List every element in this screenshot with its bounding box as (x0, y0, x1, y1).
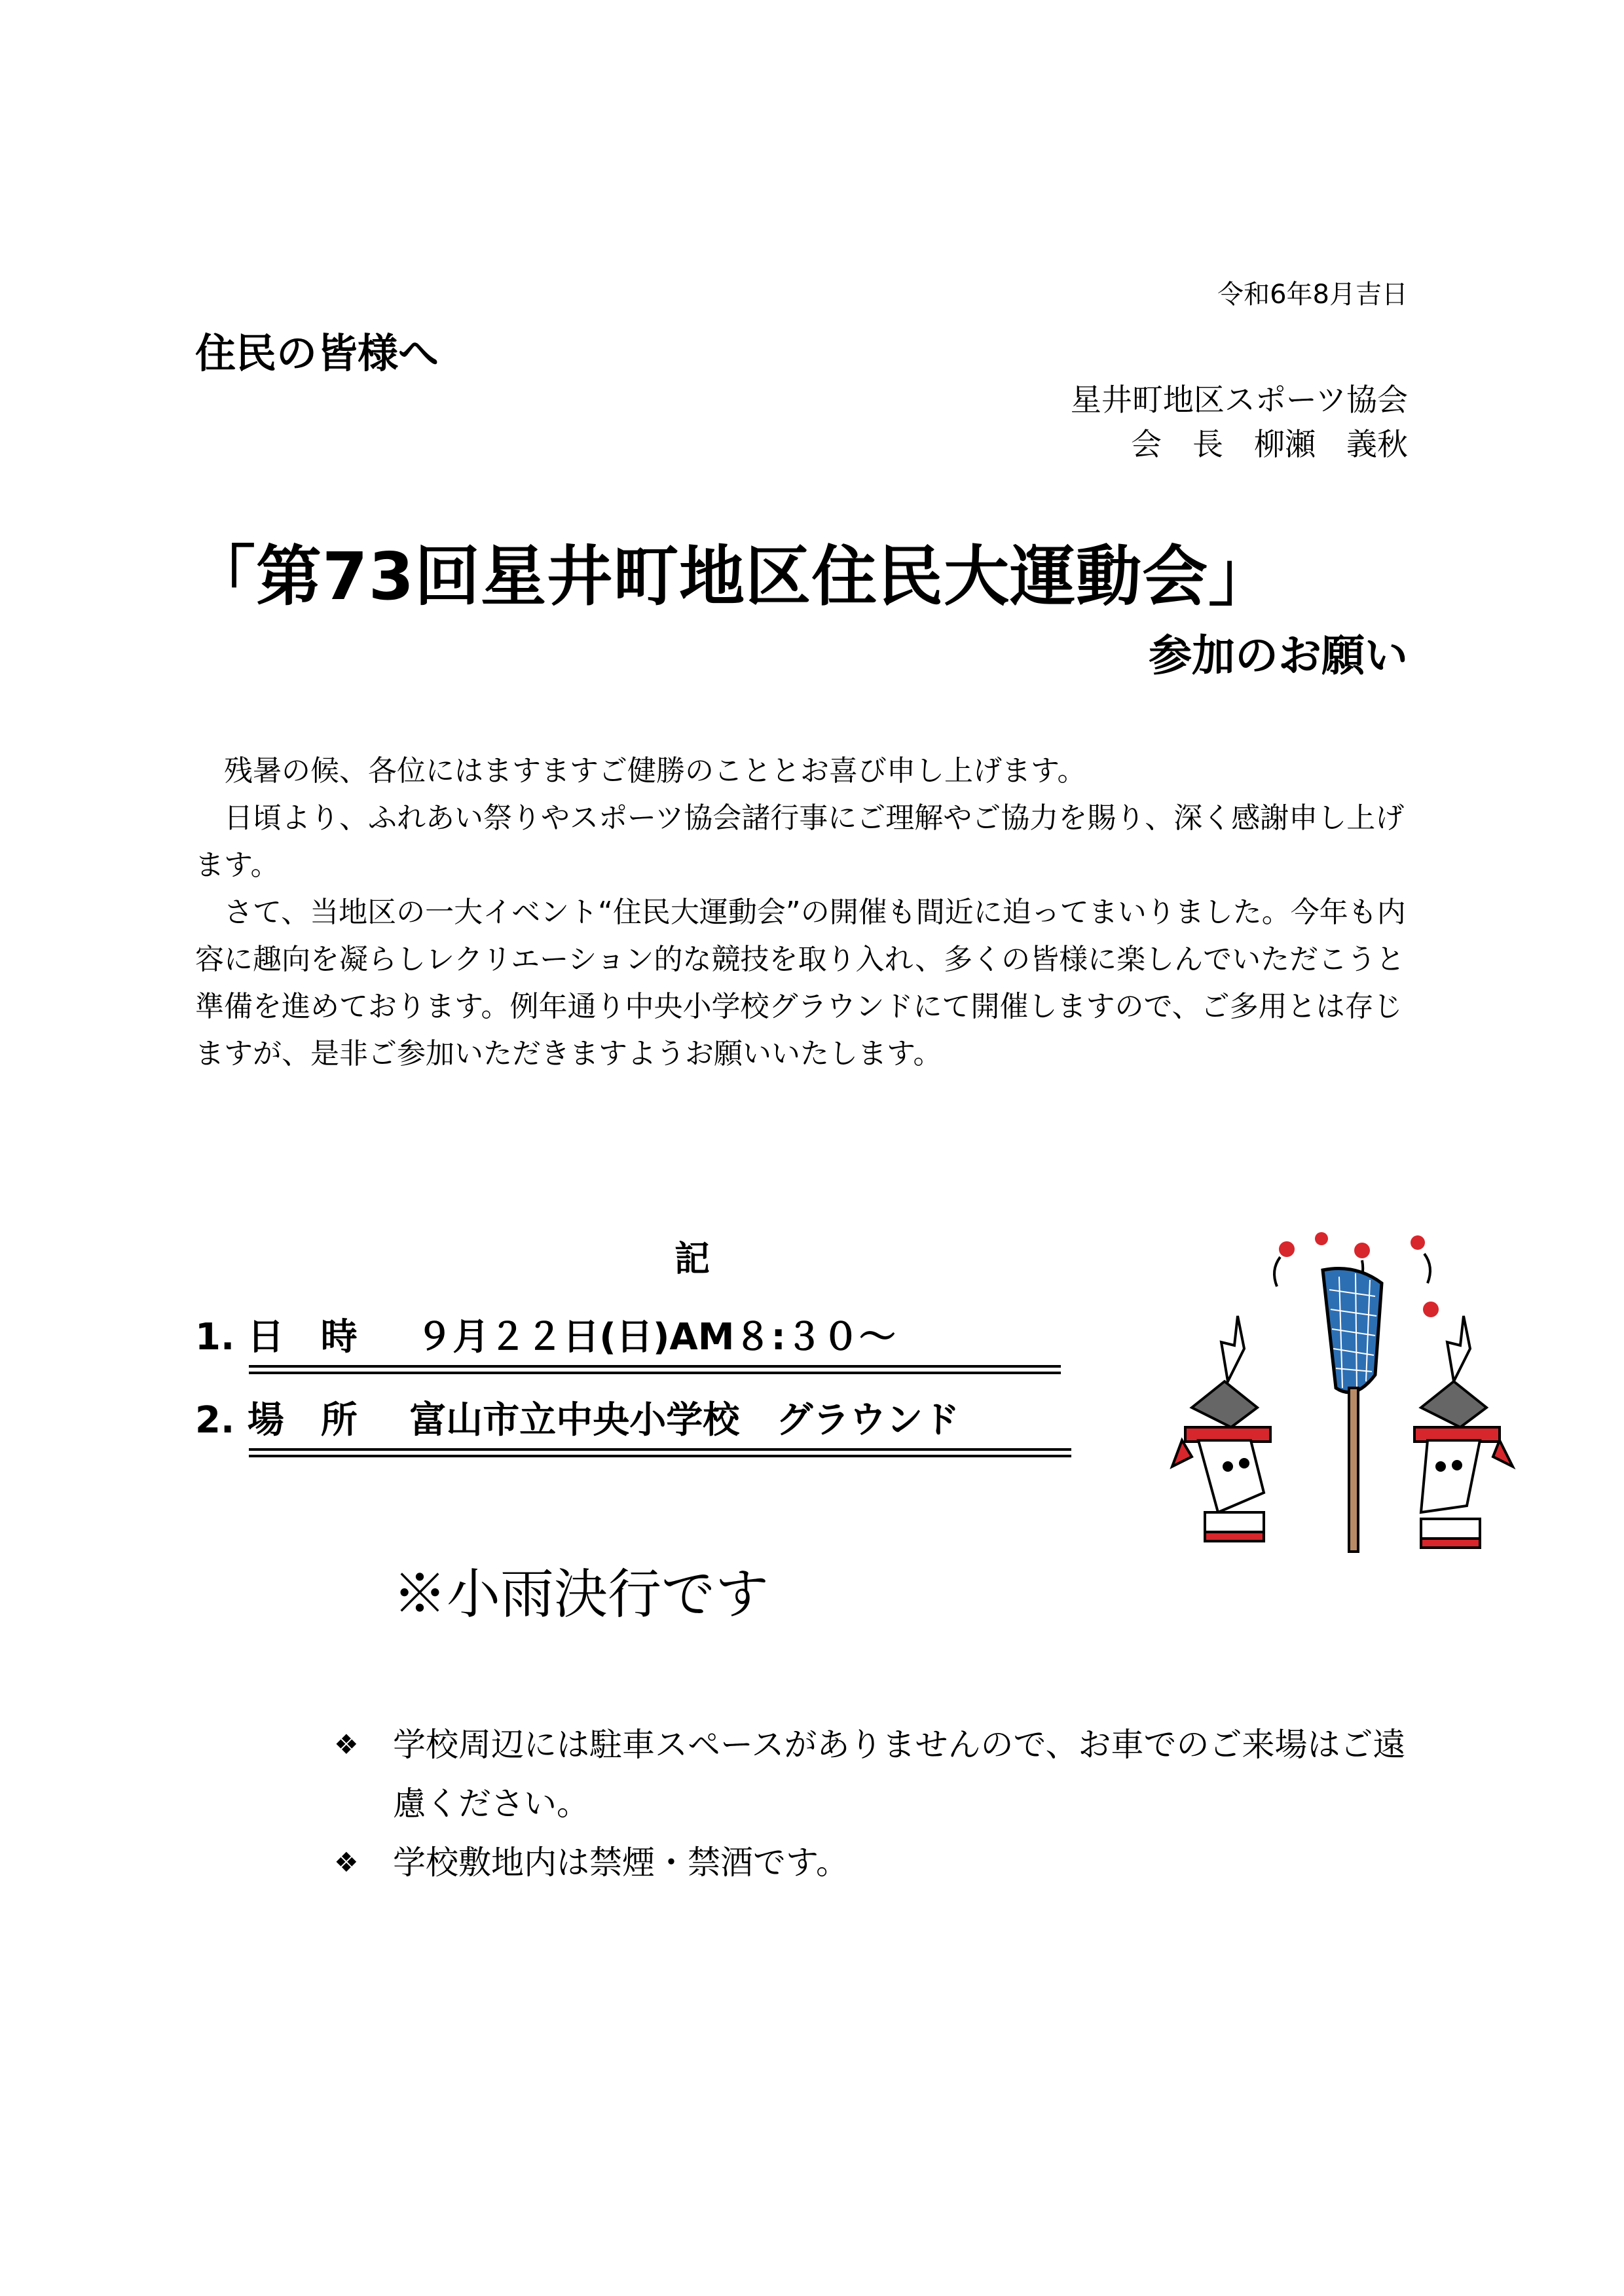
note-text: 学校敷地内は禁煙・禁酒です。 (393, 1844, 849, 1882)
note-item (334, 1833, 1434, 1892)
ki-heading: 記 (674, 1238, 710, 1279)
document-date: 令和6年8月吉日 (1217, 280, 1408, 310)
left-child-icon (1172, 1316, 1270, 1541)
item-value: ９月２２日(日)AM８:３０～ (416, 1316, 896, 1358)
sender-representative: 会 長 柳瀬 義秋 (1131, 427, 1408, 464)
item-datetime (195, 1308, 896, 1360)
item-label: 1. 日 時 (195, 1316, 358, 1358)
diamond-bullet-icon: ❖ (334, 1728, 359, 1760)
diamond-bullet-icon: ❖ (334, 1846, 359, 1878)
double-underline (249, 1448, 1071, 1457)
document-title: 「第73回星井町地区住民大運動会」 (190, 538, 1275, 615)
right-child-icon (1414, 1316, 1513, 1548)
ball-toss-illustration (1166, 1231, 1519, 1571)
body-text (195, 748, 1420, 1078)
item-venue (195, 1391, 959, 1444)
sender-block (1071, 378, 1408, 467)
item-value: 富山市立中央小学校 グラウンド (409, 1399, 960, 1442)
rain-note: ※小雨決行です (393, 1563, 769, 1626)
notes-list (334, 1715, 1434, 1892)
note-item (334, 1715, 1434, 1833)
ball-net-icon (1323, 1269, 1382, 1552)
double-underline (249, 1365, 1061, 1374)
body-paragraph: 日頃より、ふれあい祭りやスポーツ協会諸行事にご理解やご協力を賜り、深く感謝申し上げます。 (195, 801, 1405, 882)
note-text: 学校周辺には駐車スペースがありませんので、お車でのご来場はご遠慮ください。 (393, 1726, 1406, 1823)
item-label: 2. 場 所 (195, 1399, 358, 1442)
body-paragraph: さて、当地区の一大イベント“住民大運動会”の開催も間近に迫ってまいりました。今年も内容に趣向を凝らしレクリエーション的な競技を取り入れ、多くの皆様に楽しんでいただこうと準備を進めております。例年通り中央小学校グラウンドにて開催しますので、ご多用とは存じますが、是非ご参加いただきますようお願いいたします。 (195, 896, 1406, 1070)
recipient: 住民の皆様へ (195, 329, 439, 377)
document-subtitle: 参加のお願い (1149, 630, 1408, 681)
body-paragraph: 残暑の候、各位にはますますご健勝のこととお喜び申し上げます。 (224, 754, 1086, 788)
sender-organization: 星井町地区スポーツ協会 (1070, 382, 1408, 418)
